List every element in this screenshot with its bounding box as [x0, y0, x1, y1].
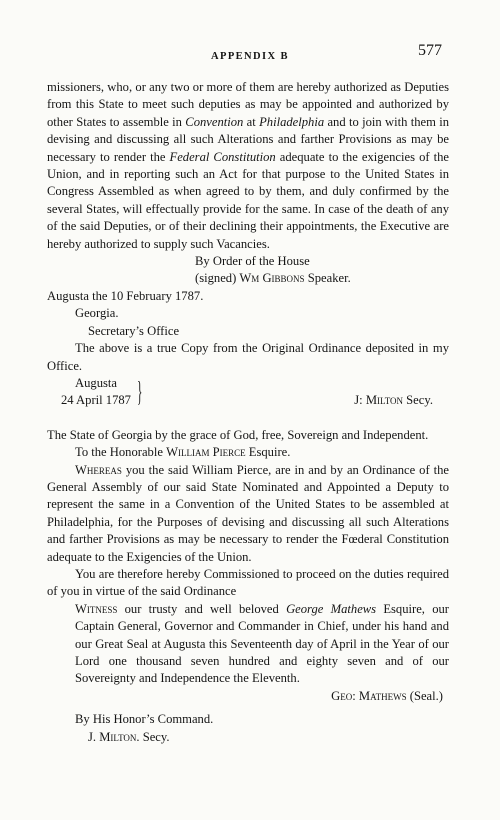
order-line: By Order of the House — [195, 254, 310, 269]
dated-line: Augusta the 10 February 1787. — [47, 288, 204, 303]
command-line: By His Honor’s Command. — [75, 712, 214, 727]
secretary-name: Milton — [365, 392, 404, 407]
office-line: Secretary’s Office — [88, 323, 180, 338]
text-run: Geo: — [331, 688, 359, 703]
ordinance-paragraph — [47, 79, 449, 253]
text-run: Esquire. — [245, 445, 291, 460]
italic-philadelphia: Philadelphia — [259, 114, 325, 129]
text-run: (Seal.) — [406, 688, 443, 703]
secretary-signature — [354, 392, 433, 409]
secretary-name: Milton — [99, 729, 137, 744]
certification-signature — [47, 375, 449, 410]
text-run: J. — [88, 729, 100, 744]
text-run: . Secy. — [136, 729, 170, 744]
running-title: APPENDIX B — [211, 51, 289, 62]
text-run: Speaker. — [304, 271, 351, 286]
addressee-name: William Pierce — [166, 445, 246, 460]
text-run: Esquire, our Captain General, Governor and Commander in Chief, under his hand and our Great Seal at Augusta this Seventeenth day of April in the Year of our Lord one thousand seven hundred and eighty seven and of our Sovereignty and Independence the Eleventh. — [75, 601, 449, 686]
place-date-block — [47, 375, 146, 410]
secretary-final-line — [47, 729, 449, 746]
italic-convention: Convention — [185, 114, 244, 129]
governor-surname: Mathews — [358, 688, 407, 703]
page-number: 577 — [418, 42, 442, 59]
witness-paragraph — [47, 601, 449, 688]
commission-opening: The State of Georgia by the grace of God, free, Sovereign and Independent. — [47, 427, 429, 442]
text-run: missioners, who, or any two or more of them are hereby authorized as Deputies from this State to meet such deputies as may be appointed and authorized by other States to assemble in — [47, 80, 449, 129]
date: 24 April 1787 — [61, 393, 131, 408]
italic-federal-constitution: Federal Constitution — [169, 149, 276, 164]
addressee-line — [47, 444, 449, 461]
text-run: To the Honorable — [75, 445, 167, 460]
governor-name: George Mathews — [286, 601, 377, 616]
signed-line — [47, 270, 449, 287]
true-copy-line: The above is a true Copy from the Original Ordinance deposited in my Office. — [47, 341, 449, 373]
text-run: J: — [354, 392, 366, 407]
whereas-paragraph — [47, 462, 449, 566]
witness-word: Witness — [75, 601, 118, 616]
brace-icon: } — [137, 376, 143, 408]
text-run: at — [243, 114, 260, 129]
page-body — [47, 79, 449, 746]
speaker-name: Wm Gibbons — [239, 271, 305, 286]
text-run: Secy. — [403, 392, 433, 407]
state-line: Georgia. — [75, 306, 119, 321]
text-run: adequate to the exigencies of the Union, and in reporting such an Act for that purpose to the United States in Congress Assembled as when agreed to by them, and duly confirmed by the several States, will effectually provide for the same. In case of the death of any of the said Deputies, or of their declining their appointments, the Executive are hereby authorized to supply such Vacancies. — [47, 149, 449, 251]
text-run: and to join with them in devising and discussing all such Alterations and farther Provisions as may be necessary to render the — [47, 114, 449, 164]
text-run: you the said William Pierce, are in and by an Ordinance of the General Assembly of our said State Nominated and Appointed a Deputy to represent the same in a Convention of the United States to be assembled at Philadelphia, for the Purposes of devising and discussing all such Alterations and farther Provisions as may be necessary to render the Fœderal Constitution adequate to the Exigencies of the Union. — [47, 462, 449, 564]
governor-signature — [47, 688, 443, 705]
place: Augusta — [75, 375, 117, 390]
whereas-word: Whereas — [75, 462, 122, 477]
commissioned-paragraph: You are therefore hereby Commissioned to proceed on the duties required of you in virtue of the said Ordinance — [47, 566, 449, 599]
text-run: (signed) — [195, 271, 240, 286]
text-run: our trusty and well beloved — [117, 601, 287, 616]
